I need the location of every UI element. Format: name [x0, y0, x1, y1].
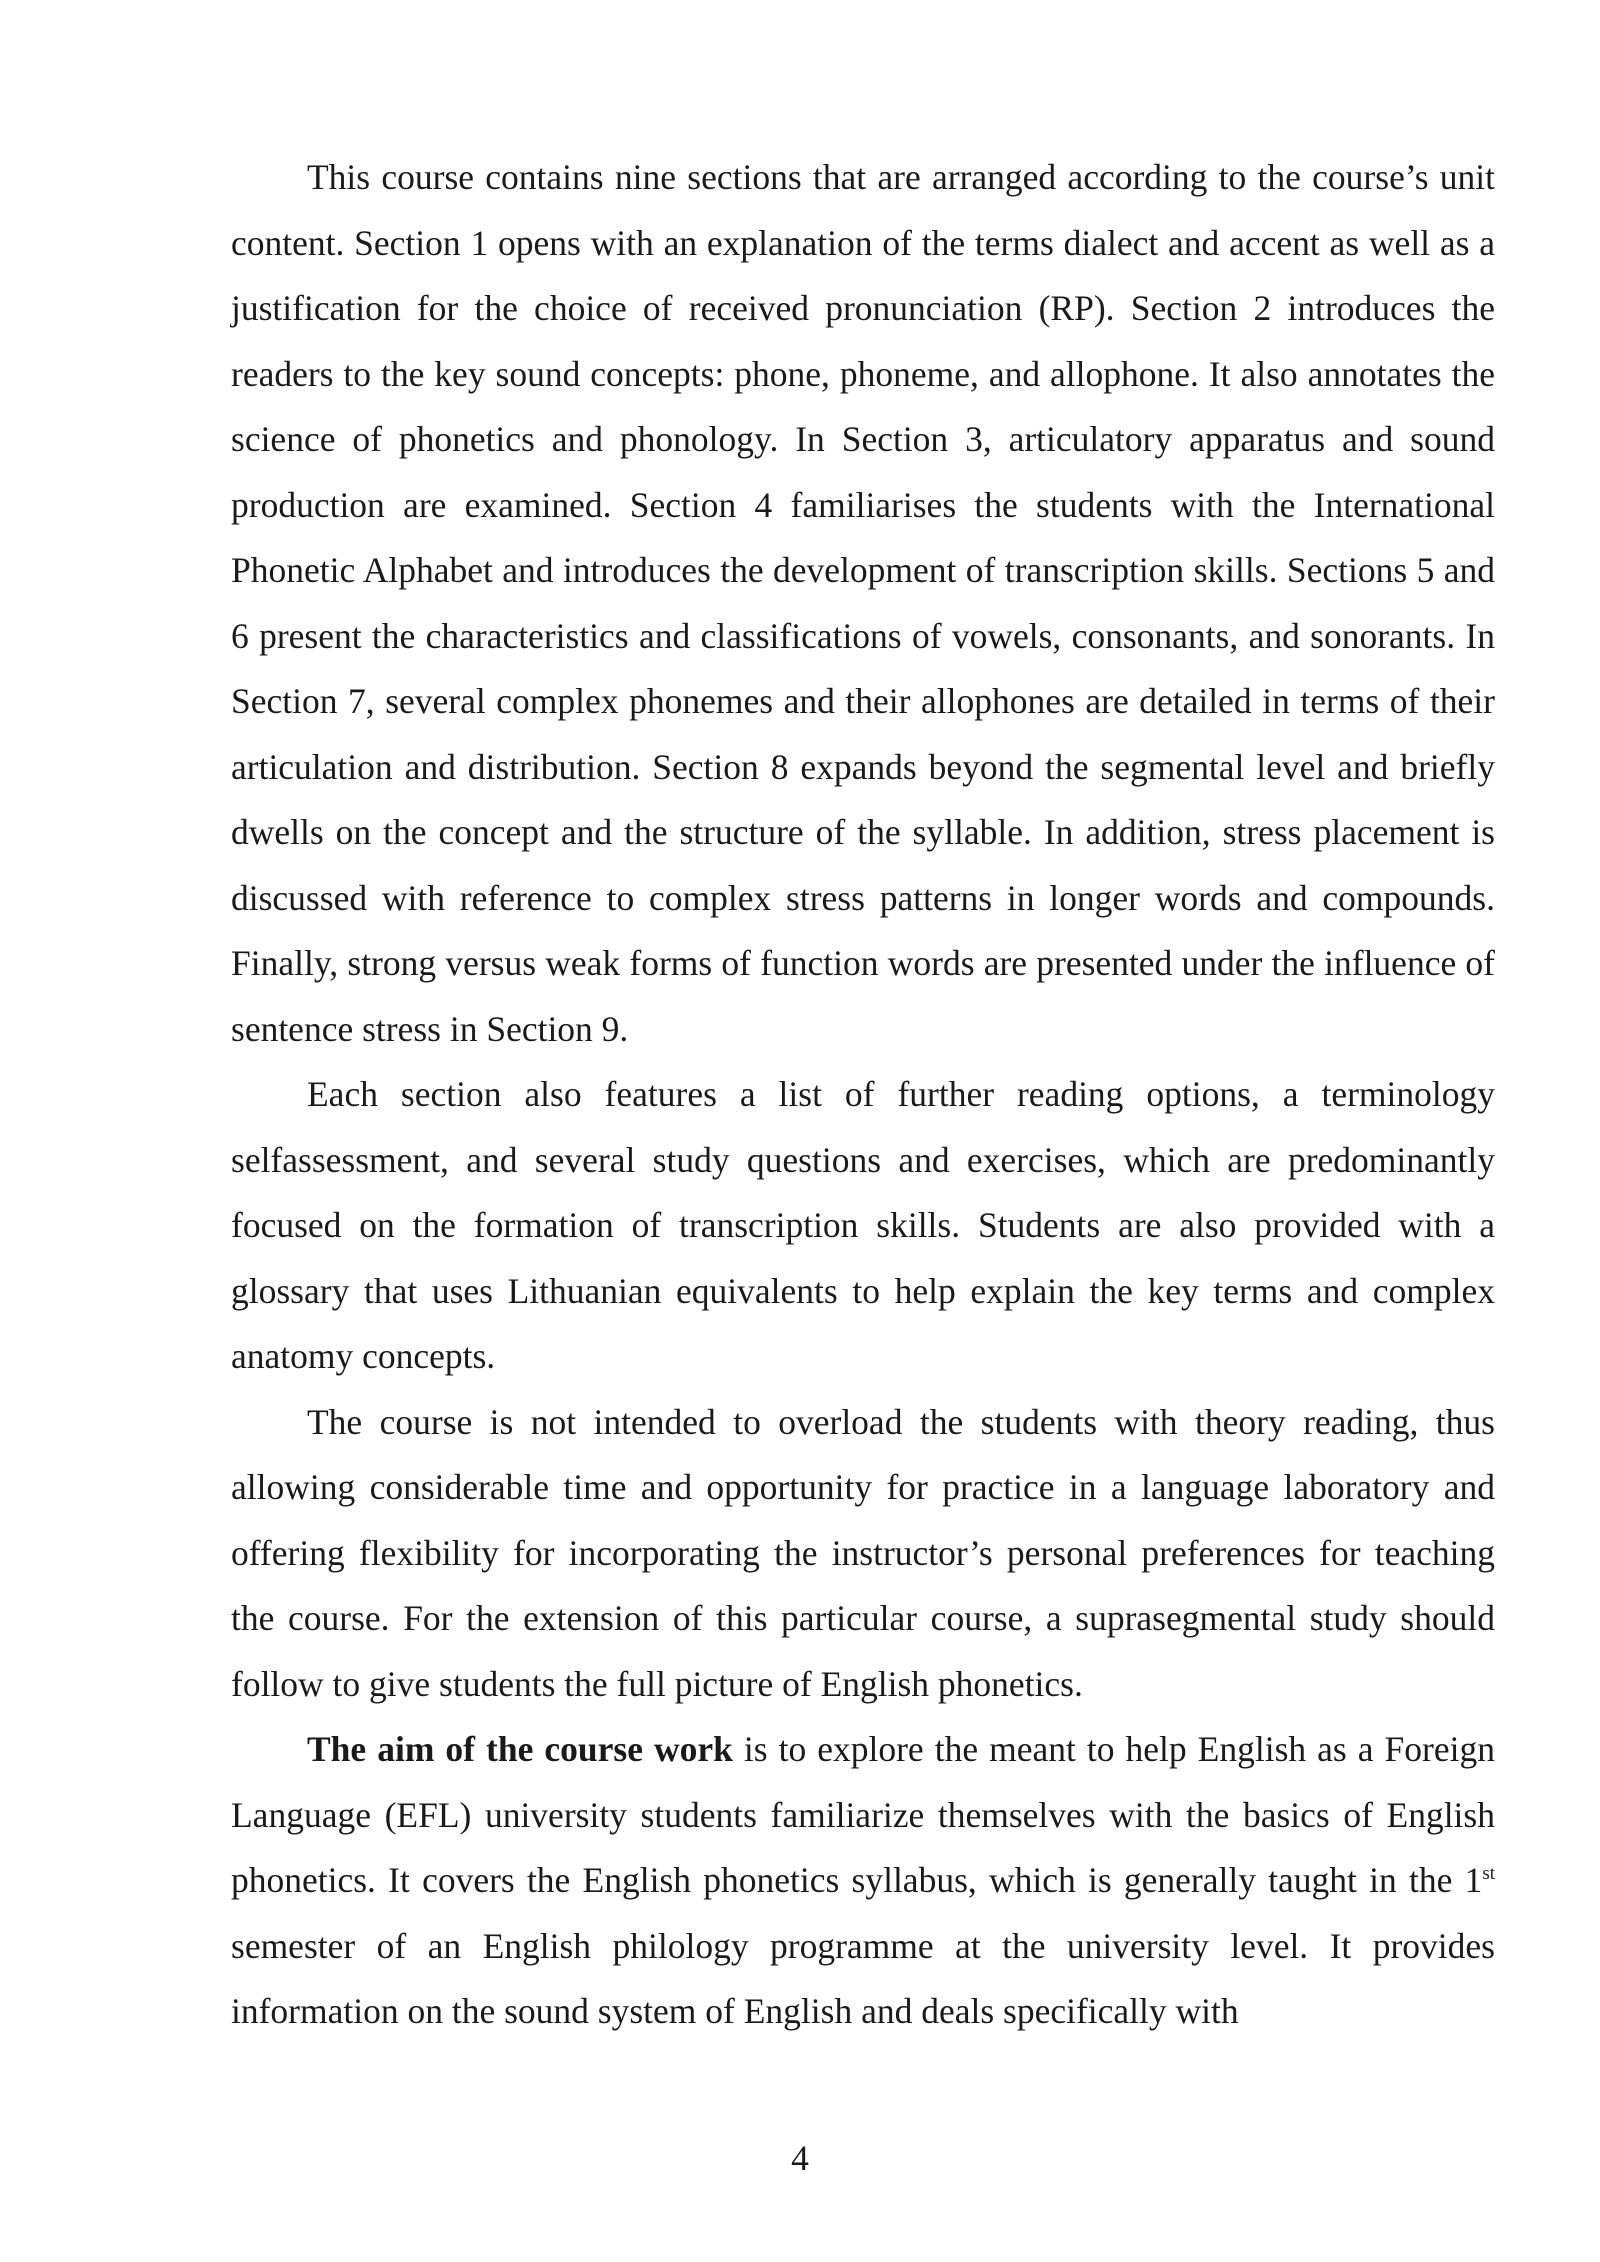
ordinal-suffix: st: [1482, 1863, 1495, 1884]
paragraph-course-sections: This course contains nine sections that are arranged according to the course’s unit content. Section 1 opens with an explanation of the terms dialect and accent as well as a justification for the choice of received pronunciation (RP). Section 2 introduces the readers to the key sound concepts: phone, phoneme, and allophone. It also annotates the science of phonetics and phonology. In Section 3, articulatory apparatus and sound production are examined. Section 4 familiarises the students with the International Phonetic Alphabet and introduces the development of transcription skills. Sections 5 and 6 present the characteristics and classifications of vowels, consonants, and sonorants. In Section 7, several complex phonemes and their allophones are detailed in terms of their articulation and distribution. Section 8 expands beyond the segmental level and briefly dwells on the concept and the structure of the syllable. In addition, stress placement is discussed with reference to complex stress patterns in longer words and compounds. Finally, strong versus weak forms of function words are presented under the influence of sentence stress in Section 9.: [231, 157, 1495, 1049]
aim-text-start: is to explore the meant to help English as a Foreign Language (EFL) university students familiarize themselves with the basics of English phonetics. It covers the English phonetics syllabus, which is generally taught in the 1: [231, 1729, 1495, 1900]
aim-text-end: semester of an English philology programme at the university level. It provides information on the sound system of English and deals specifically with: [231, 1925, 1495, 2031]
paragraph-course-aim: [231, 1717, 1495, 2045]
aim-heading: The aim of the course work: [307, 1729, 733, 1769]
paragraph-course-intent: The course is not intended to overload the students with theory reading, thus allowing considerable time and opportunity for practice in a language laboratory and offering flexibility for incorporating the instructor’s personal preferences for teaching the course. For the extension of this particular course, a suprasegmental study should follow to give students the full picture of English phonetics.: [231, 1401, 1495, 1704]
body-text: [231, 145, 1495, 2045]
page-number: 4: [791, 2138, 809, 2178]
paragraph-section-features: Each section also features a list of further reading options, a terminology selfassessment, and several study questions and exercises, which are predominantly focused on the formation of transcription skills. Students are also provided with a glossary that uses Lithuanian equivalents to help explain the key terms and complex anatomy concepts.: [231, 1074, 1495, 1376]
